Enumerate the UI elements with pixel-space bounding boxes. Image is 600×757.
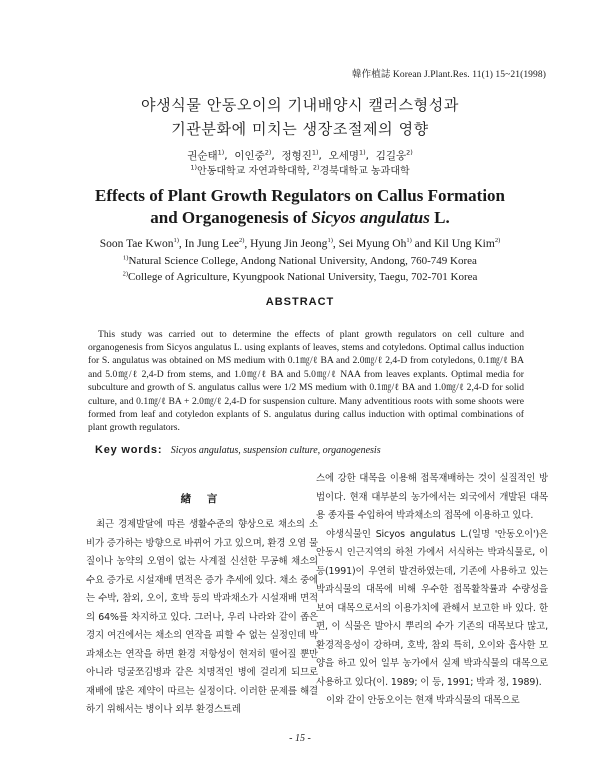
english-title-line-1: Effects of Plant Growth Regulators on Callus Formation (94, 186, 506, 205)
body-column-right (316, 470, 548, 711)
intro-paragraph: 이와 같이 안동오이는 현재 박과식물의 대목으로 (326, 695, 520, 706)
intro-paragraph: 야생식물인 Sicyos angulatus L.(일명 '안동오이')은 안동시 인근지역의 하천 가에서 서식하는 박과식물로, 이 등(1991)이 우연히 발견하였는데, 기존에 사용하고 있는 박과식물의 대목에 비해 우수한 접목활착률과 수량성을 보여 대목으로서의 이용가치에 관해서 보고한 바 있다. 한편, 이 식물은 발아시 뿌리의 수가 기존의 대목보다 많고, 환경적응성이 강하며, 호박, 참외 특히, 오이와 흡사한 모양을 하고 있어 일부 농가에서 실제 박과식물의 대목으로 사용하고 있다(이. 1989; 이 등, 1991; 박과 정, 1989). (316, 528, 548, 688)
english-affiliation-2: $^{2)}$College of Agriculture, Kyungpook National University, Taegu, 702-701 Korea (122, 270, 478, 283)
english-author: Hyung Jin Jeong$^{1)}$ (250, 237, 333, 250)
korean-title-line-2: 기관분화에 미치는 생장조절제의 영향 (171, 120, 429, 138)
korean-authors: 권순태$^{1)}$, 이인중$^{2)}$, 정형진$^{1)}$, 오세명$^{1)}$, 김길웅$^{2)}$ (187, 148, 413, 162)
section-heading-introduction: 緖 言 (180, 493, 224, 505)
english-title-line-2: and Organogenesis of Sicyos angulatus L. (150, 208, 450, 227)
korean-author: 권순태$^{1)}$ (187, 148, 225, 162)
intro-paragraph: 최근 경제발달에 따른 생활수준의 향상으로 채소의 소비가 증가하는 방향으로 바뀌어 가고 있으며, 환경 오염 물질이나 농약의 오염이 없는 사계절 신선한 무공해 채소의 수요 증가로 시설재배 면적은 증가 추세에 있다. 채소 중에는 수박, 참외, 오이, 호박 등의 박과채소가 시설재배 면적의 64%를 차지하고 있다. 그러나, 우리 나라와 같이 좁은 경지 여건에서는 채소의 연작을 피할 수 없는 실정인데 박과채소는 연작을 하면 환경 저항성이 현저히 떨어질 뿐만 아니라 덩굴쪼김병과 같은 치명적인 병에 걸리게 되므로 재배에 많은 제약이 따르는 실정이다. 이러한 문제를 해결하기 위해서는 병이나 외부 환경스트레 (86, 519, 318, 715)
abstract-text: This study was carried out to determine the effects of plant growth regulators on cell culture and organogenesis from Sicyos angulatus L. using explants of leaves, stems and cotyledons. Optimal callus induction for S. angulatus was obtained on MS medium with 0.1㎎/ℓ BA and 2.0㎎/ℓ 2,4-D from cotyledons, 0.1㎎/ℓ BA and 5.0㎎/ℓ 2,4-D from stems, and 1.0㎎/ℓ BA and 5.0㎎/ℓ NAA from leaves explants. Optimal media for subculture and growth of S. angulatus callus were 1/2 MS medium with 0.1㎎/ℓ BA and 1.0㎎/ℓ 2,4-D for solid culture, and 0.1㎎/ℓ BA + 2.0㎎/ℓ 2,4-D for suspension culture. Many adventitious roots with some shoots were formed from leaf and cotyledon explants of S. angulatus during callus induction with optimal combinations of plant growth regulators. (88, 328, 524, 434)
english-title (0, 185, 600, 229)
korean-affiliations: $^{1)}$안동대학교 자연과학대학, $^{2)}$경북대학교 농과대학 (190, 163, 410, 177)
intro-paragraph: 스에 강한 대목을 이용해 접목재배하는 것이 실질적인 방법이다. 현재 대부분의 농가에서는 외국에서 개발된 대목용 종자를 수입하여 박과채소의 접목에 이용하고 있다. (316, 473, 548, 521)
abstract-heading: ABSTRACT (265, 296, 335, 308)
english-author: Sei Myung Oh$^{1)}$ (338, 237, 412, 250)
english-author: Soon Tae Kwon$^{1)}$ (99, 237, 179, 250)
english-author: and Kil Ung Kim$^{2)}$ (414, 237, 501, 250)
page-number: - 15 - (289, 733, 311, 744)
korean-title (0, 93, 600, 141)
keywords-label: Key words: (95, 444, 163, 456)
body-column-left (86, 516, 318, 720)
journal-reference: 韓作植誌 Korean J.Plant.Res. 11(1) 15~21(1998) (352, 70, 546, 80)
korean-author: 정형진$^{1)}$ (281, 148, 319, 162)
english-affiliation-1: $^{1)}$Natural Science College, Andong National University, Andong, 760-749 Korea (123, 254, 477, 267)
keywords (95, 444, 381, 456)
korean-title-line-1: 야생식물 안동오이의 기내배양시 캘러스형성과 (141, 96, 459, 114)
keywords-text: Sicyos angulatus, suspension culture, organogenesis (170, 445, 381, 456)
korean-author: 김길웅$^{2)}$ (375, 148, 413, 162)
english-author: In Jung Lee$^{2)}$ (184, 237, 245, 250)
english-authors: Soon Tae Kwon$^{1)}$, In Jung Lee$^{2)}$, Hyung Jin Jeong$^{1)}$, Sei Myung Oh$^{1)}$ and Kil Ung Kim$^{2)}$ (99, 237, 501, 250)
korean-author: 오세명$^{1)}$ (328, 148, 366, 162)
korean-author: 이인중$^{2)}$ (234, 148, 272, 162)
